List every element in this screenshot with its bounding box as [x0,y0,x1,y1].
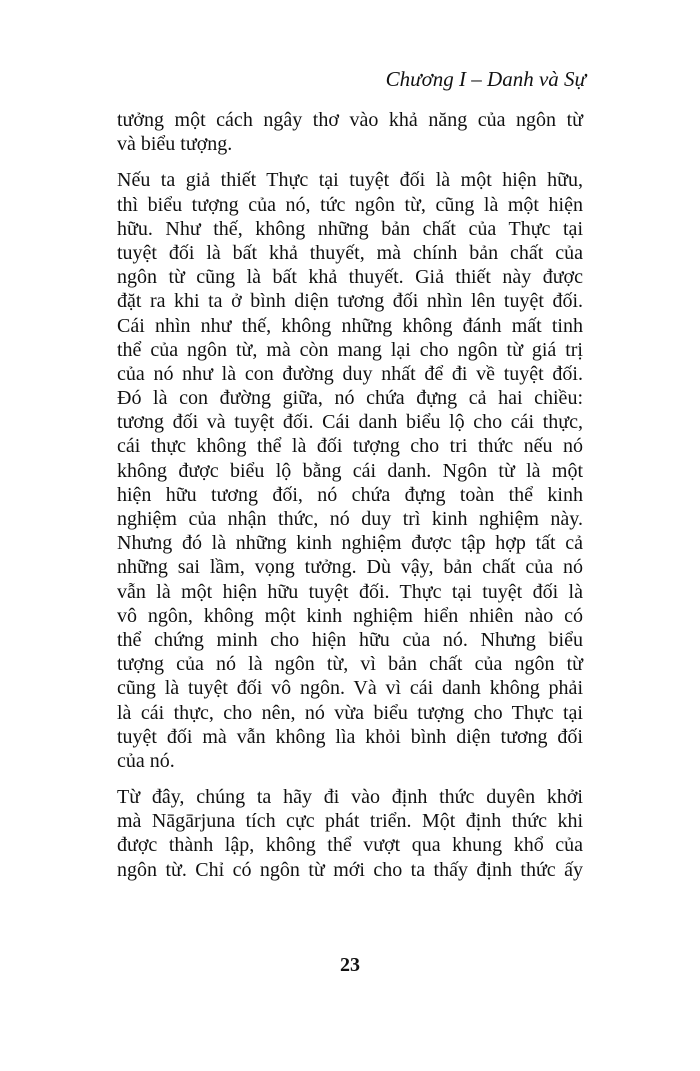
text-line: vô ngôn, không một kinh nghiệm hiển nhiên nào có [117,604,583,627]
text-line: mà Nāgārjuna tích cực phát triển. Một định thức khi [117,810,583,833]
text-line: Nhưng đó là những kinh nghiệm được tập hợp tất cả [117,532,583,555]
text-line: Nếu ta giả thiết Thực tại tuyệt đối là một hiện hữu, [117,169,583,192]
paragraph [117,785,583,882]
text-line: tuyệt đối mà vẫn không lìa khỏi bình diện tương đối [117,725,583,748]
text-line: và biểu tượng. [117,133,233,156]
text-line: không được biểu lộ bằng cái danh. Ngôn từ là một [117,459,583,482]
page-number: 23 [340,954,360,976]
paragraph [117,108,583,156]
text-line: tưởng một cách ngây thơ vào khả năng của ngôn từ [117,109,583,131]
text-line: cũng là tuyệt đối vô ngôn. Và vì cái danh không phải [117,677,583,700]
text-line: Từ đây, chúng ta hãy đi vào định thức duyên khởi [117,786,583,809]
text-line: ngôn từ cũng là bất khả thuyết. Giả thiết này được [117,266,583,289]
text-line: vẫn là một hiện hữu tuyệt đối. Thực tại tuyệt đối là [117,580,583,603]
text-line: những sai lầm, vọng tưởng. Dù vậy, bản chất của nó [117,556,583,579]
body-text [117,108,583,882]
text-line: của nó. [117,749,175,772]
text-line: Đó là con đường giữa, nó chứa đựng cả hai chiều: [117,387,583,410]
text-line: thể chứng minh cho hiện hữu của nó. Nhưng biểu [117,628,583,651]
text-line: thể của ngôn từ, mà còn mang lại cho ngôn từ giá trị [117,338,583,361]
text-line: hiện hữu tương đối, nó chứa đựng toàn thể kinh [117,483,583,506]
text-line: tượng của nó là ngôn từ, vì bản chất của ngôn từ [117,653,583,676]
text-line: tuyệt đối là bất khả thuyết, mà chính bản chất của [117,241,583,264]
text-line: được thành lập, không thể vượt qua khung khổ của [117,834,583,857]
text-line: thì biểu tượng của nó, tức ngôn từ, cũng là một hiện [117,193,583,216]
text-line: ngôn từ. Chỉ có ngôn từ mới cho ta thấy định thức ấy [117,858,583,881]
text-line: của nó như là con đường duy nhất để đi về tuyệt đối. [117,362,583,385]
text-line: nghiệm của nhận thức, nó duy trì kinh nghiệm này. [117,508,583,530]
text-line: tương đối và tuyệt đối. Cái danh biểu lộ cho cái thực, [117,411,583,434]
paragraph [117,168,583,773]
text-line: cái thực không thể là đối tượng cho tri thức nếu nó [117,435,583,458]
text-line: hữu. Như thế, không những bản chất của Thực tại [117,217,583,240]
text-line: là cái thực, cho nên, nó vừa biểu tượng cho Thực tại [117,701,583,724]
text-line: Cái nhìn như thế, không những không đánh mất tinh [117,314,583,337]
text-line: đặt ra khi ta ở bình diện tương đối nhìn lên tuyệt đối. [117,290,583,313]
running-head: Chương I – Danh và Sự [385,67,586,91]
